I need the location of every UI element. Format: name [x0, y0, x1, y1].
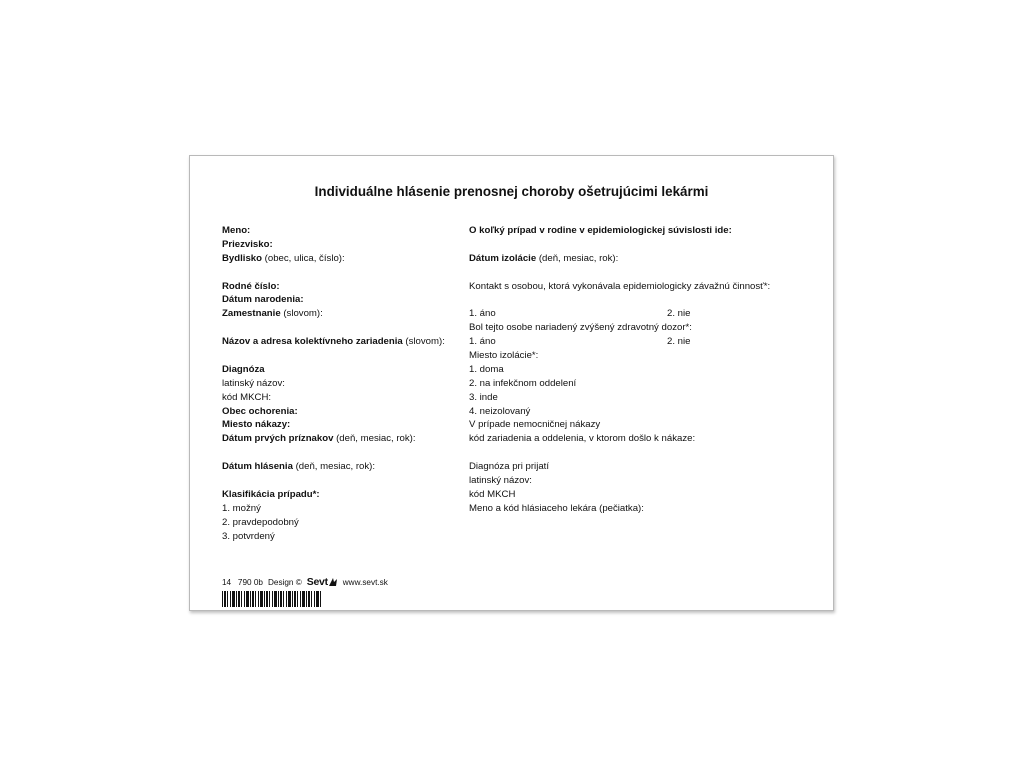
- option-klasifikacia-1: 1. možný: [222, 502, 261, 514]
- option-dozor-ano: 1. áno: [469, 336, 496, 348]
- option-dozor: [469, 335, 809, 349]
- option-izolacia-4: 4. neizolovaný: [469, 405, 531, 417]
- barcode-icon: [222, 591, 322, 607]
- field-pripad: O koľký prípad v rodine v epidemiologickej súvislosti ide:: [469, 225, 732, 236]
- right-column: [469, 224, 809, 516]
- field-izolacia-hint: (deň, mesiac, rok):: [536, 252, 619, 264]
- field-datum-priznakov: [222, 432, 462, 446]
- field-kod-mkch: kód MKCH:: [222, 391, 272, 403]
- option-izolacia-1: 1. doma: [469, 363, 504, 375]
- field-kod-mkch-prijati: kód MKCH: [469, 488, 516, 500]
- field-meno: Meno:: [222, 225, 251, 236]
- sevt-leaf-icon: [328, 577, 338, 587]
- field-zariadenie-label: Názov a adresa kolektívneho zariadenia: [222, 336, 403, 348]
- field-zariadenie: [222, 335, 462, 349]
- field-obec-ochorenia: Obec ochorenia:: [222, 405, 298, 417]
- field-priezvisko: Priezvisko:: [222, 238, 273, 250]
- option-klasifikacia-2: 2. pravdepodobný: [222, 516, 299, 528]
- field-klasifikacia: Klasifikácia prípadu*:: [222, 488, 320, 500]
- field-zariadenie-hint: (slovom):: [402, 336, 445, 348]
- field-bydlisko-hint: (obec, ulica, číslo):: [262, 252, 345, 264]
- left-column: [222, 224, 462, 543]
- field-diagnoza: Diagnóza: [222, 363, 265, 375]
- field-nemocnicna: V prípade nemocničnej nákazy: [469, 419, 601, 431]
- field-latinsky-nazov: latinský názov:: [222, 377, 285, 389]
- field-datum-priznakov-hint: (deň, mesiac, rok):: [333, 433, 416, 445]
- field-lekar: Meno a kód hlásiaceho lekára (pečiatka):: [469, 502, 644, 514]
- field-miesto-nakazy: Miesto nákazy:: [222, 419, 291, 431]
- footer: [222, 576, 388, 588]
- form-card: [189, 155, 834, 611]
- field-diagnoza-prijati: Diagnóza pri prijatí: [469, 461, 549, 473]
- field-zamestnanie-label: Zamestnanie: [222, 308, 281, 320]
- field-datum-priznakov-label: Dátum prvých príznakov: [222, 433, 334, 445]
- field-zamestnanie: [222, 307, 462, 321]
- form-title: Individuálne hlásenie prenosnej choroby ošetrujúcimi lekármi: [314, 184, 709, 199]
- design-label: Design ©: [267, 577, 302, 587]
- field-bydlisko-label: Bydlisko: [222, 252, 262, 264]
- sevt-logo: [307, 576, 338, 588]
- field-kontakt: Kontakt s osobou, ktorá vykonávala epidemiologicky závažnú činnosť*:: [469, 280, 771, 292]
- form-code: 14 790 0b: [222, 577, 263, 587]
- field-datum-hlasenia-label: Dátum hlásenia: [222, 461, 293, 473]
- field-bydlisko: [222, 252, 462, 266]
- option-dozor-nie: 2. nie: [667, 336, 691, 348]
- option-kontakt: [469, 307, 809, 321]
- option-izolacia-3: 3. inde: [469, 391, 498, 403]
- field-miesto-izolacie: Miesto izolácie*:: [469, 350, 539, 362]
- field-kod-zariadenia: kód zariadenia a oddelenia, v ktorom došlo k nákaze:: [469, 433, 696, 445]
- website: www.sevt.sk: [342, 577, 388, 587]
- field-zamestnanie-hint: (slovom):: [280, 308, 323, 320]
- option-klasifikacia-3: 3. potvrdený: [222, 530, 275, 542]
- field-izolacia: [469, 252, 809, 266]
- field-latinsky-nazov-prijati: latinský názov:: [469, 475, 532, 487]
- field-izolacia-label: Dátum izolácie: [469, 252, 537, 264]
- field-rodne-cislo: Rodné číslo:: [222, 280, 280, 292]
- field-datum-hlasenia: [222, 460, 462, 474]
- field-datum-hlasenia-hint: (deň, mesiac, rok):: [292, 461, 376, 473]
- field-datum-narodenia: Dátum narodenia:: [222, 294, 304, 306]
- option-kontakt-ano: 1. áno: [469, 308, 496, 320]
- option-kontakt-nie: 2. nie: [667, 308, 691, 320]
- sevt-brand: Sevt: [306, 576, 328, 588]
- field-dozor: Bol tejto osobe nariadený zvýšený zdravotný dozor*:: [469, 322, 692, 334]
- option-izolacia-2: 2. na infekčnom oddelení: [469, 377, 577, 389]
